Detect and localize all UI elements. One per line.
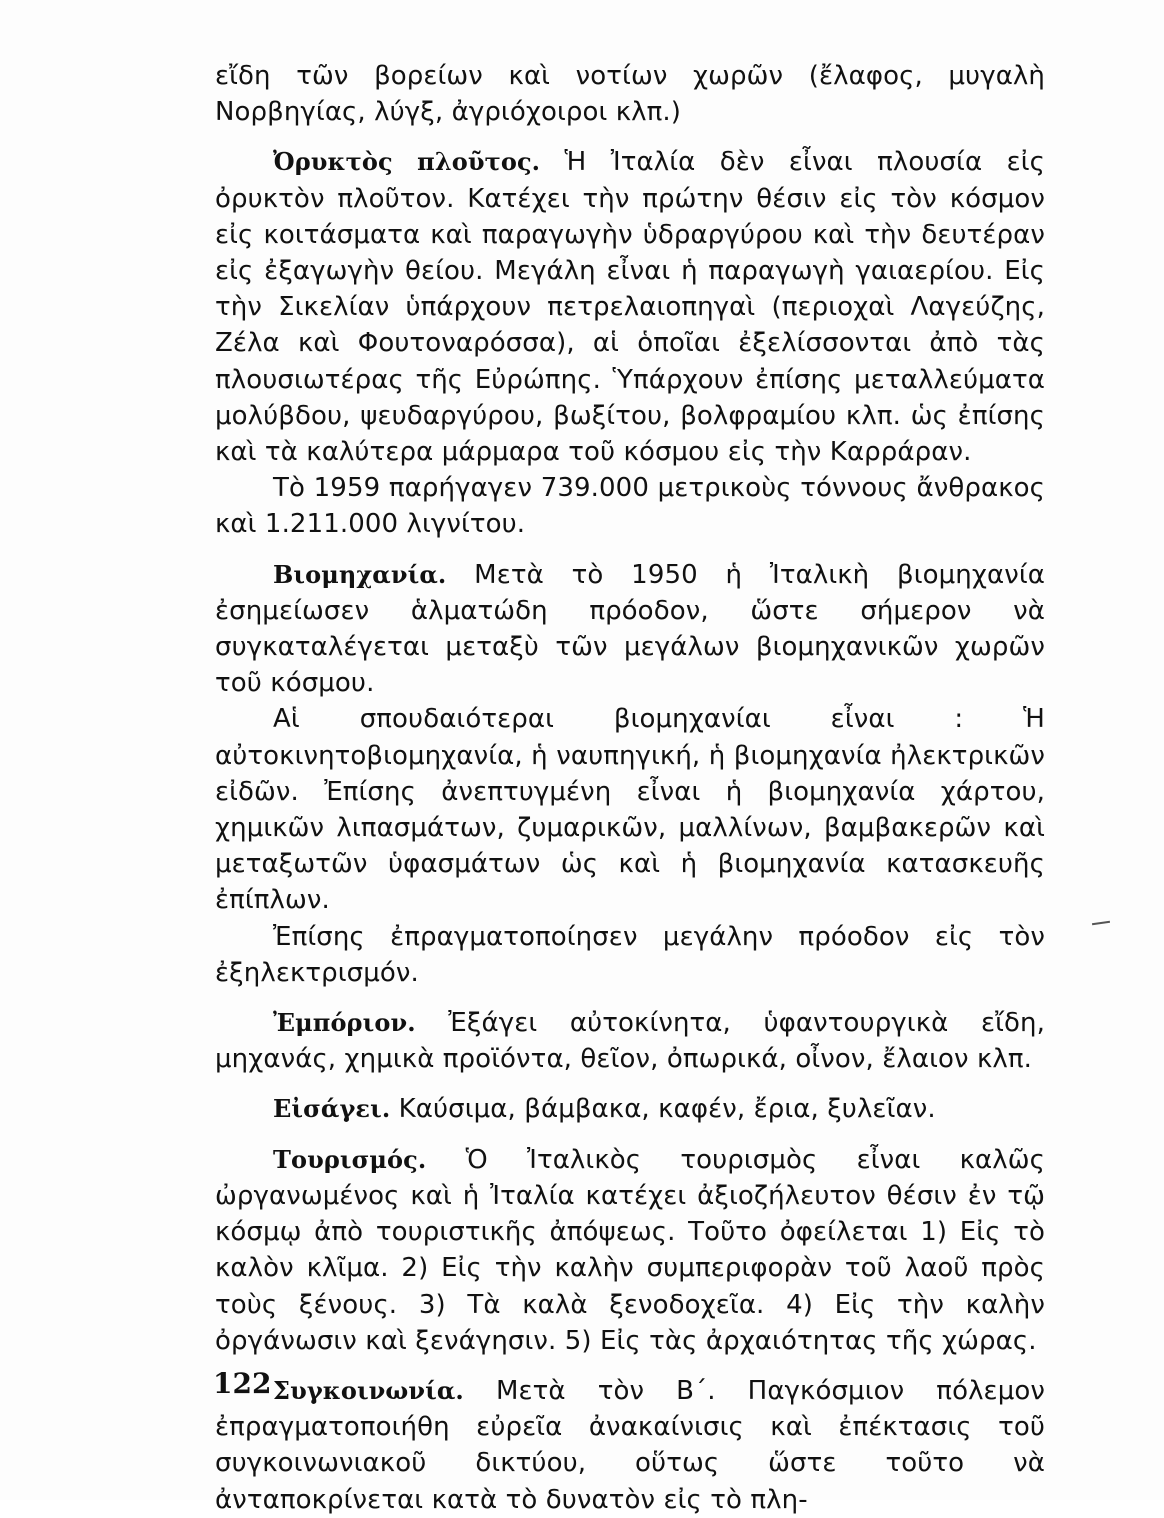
paragraph-text: εἴδη τῶν βορείων καὶ νοτίων χωρῶν (ἔλαφος, μυγαλὴ Νορβηγίας, λύγξ, ἀγριόχοιροι κλπ.) (215, 61, 1045, 128)
paragraph-text: Τὸ 1959 παρήγαγεν 739.000 μετρικοὺς τόννους ἄνθρακος καὶ 1.211.000 λιγνίτου. (215, 473, 1045, 540)
paragraph-transport (215, 1373, 1045, 1518)
paragraph-trade (215, 1005, 1045, 1077)
paragraph-text: Ἡ Ἰταλία δὲν εἶναι πλουσία εἰς ὀρυκτὸν πλοῦτον. Κατέχει τὴν πρώτην θέσιν εἰς τὸν κόσμον εἰς κοιτάσματα καὶ παραγωγὴν ὑδραργύρου καὶ τὴν δευτέραν εἰς ἐξαγωγὴν θείου. Μεγάλη εἶναι ἡ παραγωγὴ γαιαερίου. Εἰς τὴν Σικελίαν ὑπάρχουν πετρελαιοπηγαὶ (περιοχαὶ Λαγεύζης, Ζέλα καὶ Φουτοναρόσσα), αἱ ὁποῖαι ἐξελίσσονται ἀπὸ τὰς πλουσιωτέρας τῆς Εὐρώπης. Ὑπάρχουν ἐπίσης μεταλλεύματα μολύβδου, ψευδαργύρου, βωξίτου, βολφραμίου κλπ. ὡς ἐπίσης καὶ τὰ καλύτερα μάρμαρα τοῦ κόσμου εἰς τὴν Καρράραν. (215, 147, 1045, 468)
section-heading-industry: Βιομηχανία. (273, 559, 447, 589)
paragraph-text: Ἐξάγει αὐτοκίνητα, ὑφαντουργικὰ εἴδη, μηχανάς, χημικὰ προϊόντα, θεῖον, ὀπωρικά, οἶνον, ἔλαιον κλπ. (215, 1008, 1045, 1075)
paragraph-electrification (215, 919, 1045, 991)
paragraph-text: Καύσιμα, βάμβακα, καφέν, ἔρια, ξυλεῖαν. (390, 1094, 936, 1125)
paragraph-main-industries (215, 701, 1045, 918)
section-heading-transport: Συγκοινωνία. (273, 1375, 464, 1405)
paragraph-industry (215, 557, 1045, 702)
section-heading-imports: Εἰσάγει. (273, 1094, 391, 1124)
paragraph-text: Ἐπίσης ἐπραγματοποίησεν μεγάλην πρόοδον εἰς τὸν ἐξηλεκτρισμόν. (215, 921, 1045, 988)
paragraph-tourism (215, 1142, 1045, 1359)
paragraph-coal-production (215, 470, 1045, 542)
page-number: 122 (213, 1367, 272, 1400)
paragraph-text: Αἱ σπουδαιότεραι βιομηχανίαι εἶναι : Ἡ αὐτοκινητοβιομηχανία, ἡ ναυπηγική, ἡ βιομηχανία ἠλεκτρικῶν εἰδῶν. Ἐπίσης ἀνεπτυγμένη εἶναι ἡ βιομηχανία χάρτου, χημικῶν λιπασμάτων, ζυμαρικῶν, μαλλίνων, βαμβακερῶν καὶ μεταξωτῶν ὑφασμάτων ὡς καὶ ἡ βιομηχανία κατασκευῆς ἐπίπλων. (215, 704, 1045, 916)
paragraph-text: Μετὰ τὸ 1950 ἡ Ἰταλικὴ βιομηχανία ἐσημείωσεν ἁλματώδη πρόοδον, ὥστε σήμερον νὰ συγκαταλέγεται μεταξὺ τῶν μεγάλων βιομηχανικῶν χωρῶν τοῦ κόσμου. (215, 559, 1045, 699)
section-heading-tourism: Τουρισμός. (273, 1144, 427, 1174)
paragraph-fauna-continuation (215, 58, 1045, 130)
paragraph-text: Ὁ Ἰταλικὸς τουρισμὸς εἶναι καλῶς ὠργανωμένος καὶ ἡ Ἰταλία κατέχει ἀξιοζήλευτον θέσιν ἐν τῷ κόσμῳ ἀπὸ τουριστικῆς ἀπόψεως. Τοῦτο ὀφείλεται 1) Εἰς τὸ καλὸν κλῖμα. 2) Εἰς τὴν καλὴν συμπεριφορὰν τοῦ λαοῦ πρὸς τοὺς ξένους. 3) Τὰ καλὰ ξενοδοχεῖα. 4) Εἰς τὴν καλὴν ὀργάνωσιν καὶ ξενάγησιν. 5) Εἰς τὰς ἀρχαιότητας τῆς χώρας. (215, 1144, 1045, 1356)
section-heading-mineral-wealth: Ὀρυκτὸς πλοῦτος. (273, 147, 541, 177)
margin-pencil-mark (1092, 921, 1110, 925)
paragraph-mineral-wealth (215, 144, 1045, 470)
paragraph-text: Μετὰ τὸν Β΄. Παγκόσμιον πόλεμον ἐπραγματοποιήθη εὐρεῖα ἀνακαίνισις καὶ ἐπέκτασις τοῦ συγκοινωνιακοῦ δικτύου, οὕτως ὥστε τοῦτο νὰ ἀνταποκρίνεται κατὰ τὸ δυνατὸν εἰς τὸ πλη- (215, 1375, 1045, 1515)
paragraph-imports (215, 1091, 1045, 1127)
section-heading-trade: Ἐμπόριον. (273, 1008, 416, 1038)
page-text-block (215, 58, 1045, 1518)
